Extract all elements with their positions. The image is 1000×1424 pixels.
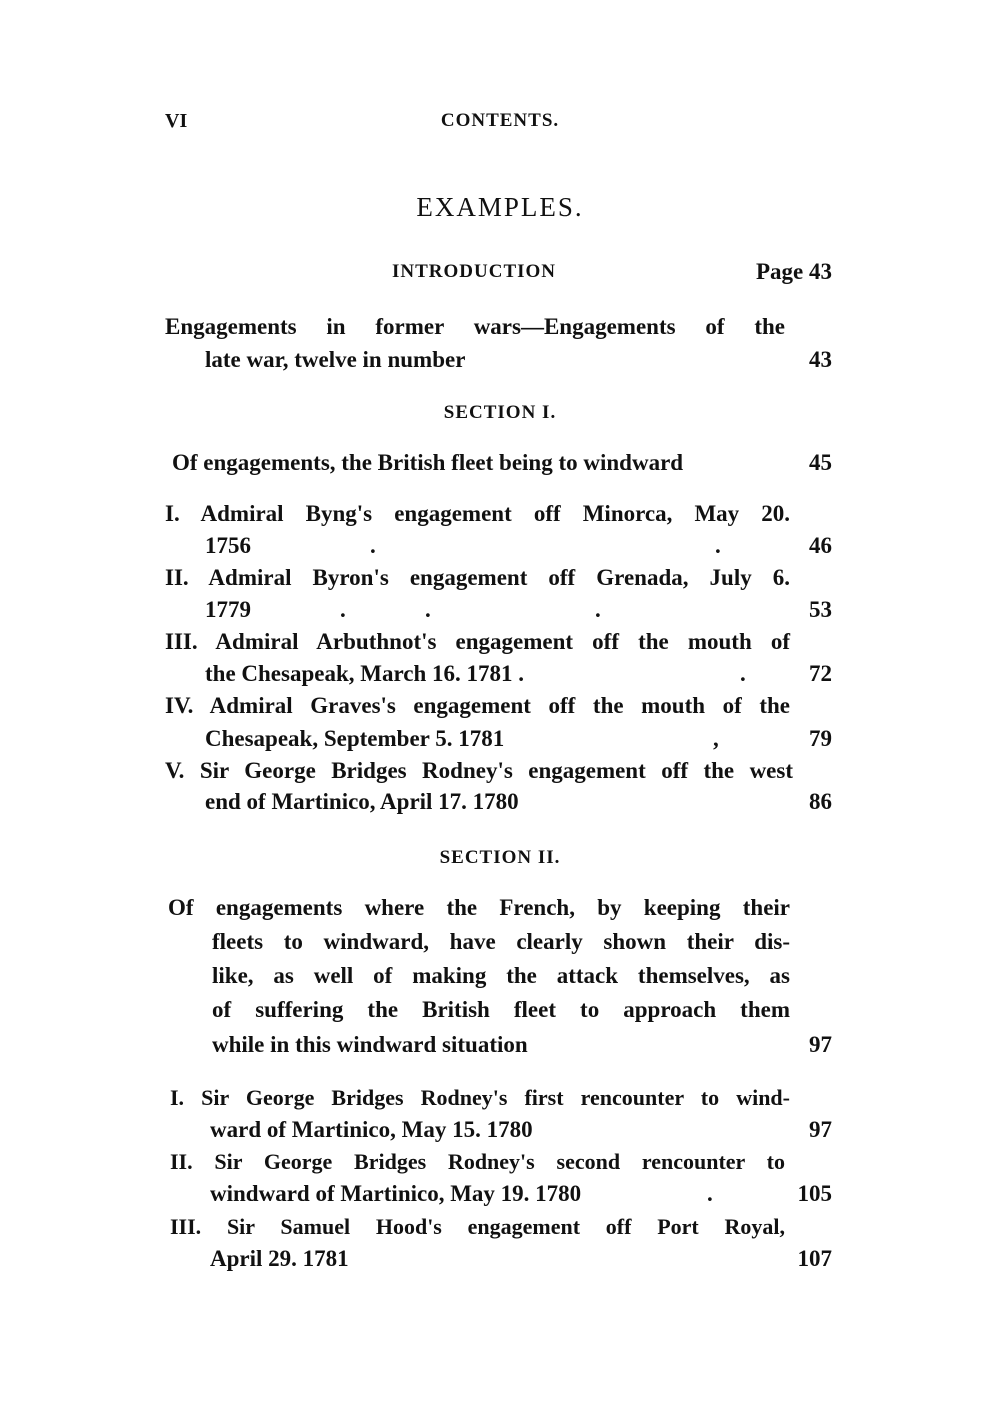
leader-dot: . [740,661,746,686]
page-number: 72 [809,661,832,686]
entry-line: I. Sir George Bridges Rodney's first rencounter to wind- [170,1085,790,1110]
entry-line: III. Admiral Arbuthnot's engagement off the mouth of [165,629,790,654]
page-number: 79 [809,726,832,751]
entry-line: II. Sir George Bridges Rodney's second rencounter to [170,1149,785,1174]
running-title: CONTENTS. [440,110,560,131]
entry-line: V. Sir George Bridges Rodney's engagement off the west [165,758,793,783]
entry-line: ward of Martinico, May 15. 1780 [210,1117,533,1142]
summary-line: Of engagements where the French, by keeping their [168,895,790,920]
summary-line: while in this windward situation [212,1032,528,1057]
section-2-heading: SECTION II. [439,847,561,868]
entry-line: April 29. 1781 [210,1246,349,1271]
entry-line: 1779 [205,597,251,622]
page-number: 97 [809,1032,832,1057]
introduction-label: INTRODUCTION [392,261,557,282]
entry-line: Engagements in former wars—Engagements of the [165,314,785,339]
entry-line: 1756 [205,533,251,558]
leader-dot: . [370,533,376,558]
entry-line: end of Martinico, April 17. 1780 [205,789,519,814]
summary-line: fleets to windward, have clearly shown their dis- [212,929,790,954]
summary-line: like, as well of making the attack themselves, as [212,963,790,988]
leader-dot: . [425,597,431,622]
leader-dot: . [715,533,721,558]
page-number: 43 [809,347,832,372]
entry-line: windward of Martinico, May 19. 1780 [210,1181,582,1206]
page-number: 45 [809,450,832,475]
page-number: 86 [809,789,832,814]
entry-line: I. Admiral Byng's engagement off Minorca, May 20. [165,501,790,526]
entry-line: II. Admiral Byron's engagement off Grenada, July 6. [165,565,790,590]
section-1-summary: Of engagements, the British fleet being to windward [172,450,684,475]
leader-dot: . [707,1181,713,1206]
page-number: 105 [797,1181,832,1206]
page-number: 46 [809,533,832,558]
folio: VI [165,110,188,132]
page-number: 53 [809,597,832,622]
page-number: 107 [797,1246,832,1271]
section-1-heading: SECTION I. [443,402,557,423]
entry-line: IV. Admiral Graves's engagement off the mouth of the [165,693,790,718]
summary-line: of suffering the British fleet to approach them [212,997,790,1022]
leader-dot: , [713,726,719,751]
leader-dot: . [340,597,346,622]
entry-line: late war, twelve in number [205,347,466,372]
page-title: EXAMPLES. [416,192,584,222]
entry-line: the Chesapeak, March 16. 1781 . [205,661,525,686]
leader-dot: . [595,597,601,622]
entry-line: III. Sir Samuel Hood's engagement off Port Royal, [170,1214,785,1239]
entry-line: Chesapeak, September 5. 1781 [205,726,505,751]
introduction-page: Page 43 [755,259,832,284]
page-number: 97 [809,1117,832,1142]
